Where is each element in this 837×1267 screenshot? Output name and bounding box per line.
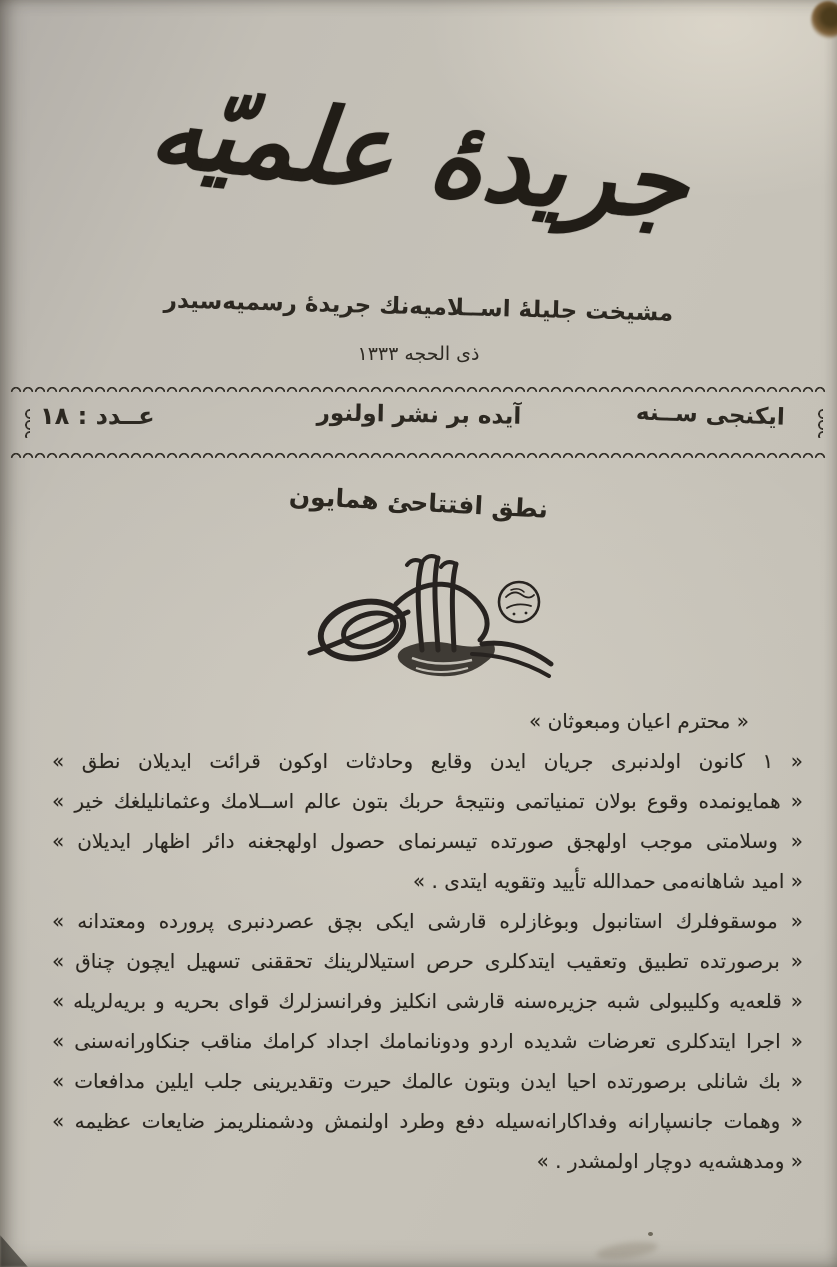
speech-line: « وهمات جانسپارانه وفداكارانه‌سيله دفع وطرد اولنمش ودشمنلريمز ضايعات عظيمه »: [52, 1109, 803, 1133]
issue-info-band: [0, 384, 837, 458]
wavy-rule-top: [10, 384, 827, 392]
tughra-icon: [304, 552, 554, 694]
speech-line: « وسلامتى موجب اولهجق صورتده تيسرنماى حصول اولهجغنه دائر اظهار ايديلان »: [52, 829, 803, 853]
speech-text-block: [52, 701, 803, 1181]
issue-number-label: عــدد : ١٨: [40, 402, 155, 430]
hijri-date: ذى الحجه ١٣٣٣: [357, 343, 480, 365]
speech-line: « محترم اعيان ومبعوثان »: [528, 709, 749, 733]
wavy-rule-bottom: [10, 450, 827, 458]
corner-shadow-bottom-left: [0, 1235, 28, 1267]
speech-line: « ١ كانون اولدنبرى جريان ايدن وقايع وحادثات اوكون قرائت ايديلان نطق »: [52, 749, 803, 773]
publication-year-label: ايكنجى ســنه: [635, 399, 786, 431]
speech-line: « اميد شاهانه‌مى حمدالله تأييد وتقويه ايتدى . »: [412, 869, 803, 893]
speech-line: « ومدهشه‌يه دوچار اولمشدر . »: [536, 1149, 803, 1173]
band-end-squiggle-right: [815, 408, 823, 438]
speech-line: « همايونمده وقوع بولان تمنياتمى ونتيجهٔ حربك بتون عالم اســلامك وعثمانليلغك خير »: [52, 789, 803, 813]
paper-smudge-bottom: [595, 1239, 658, 1262]
paper-speck: [648, 1232, 653, 1236]
band-end-squiggle-left: [22, 408, 30, 438]
speech-line: « قلعه‌يه وكليبولى شبه جزيره‌سنه قارشى انكليز وفرانسزلرك قواى بحريه و بريه‌لريله »: [52, 989, 803, 1013]
publication-frequency-label: آيده بر نشر اولنور: [315, 400, 522, 430]
journal-subtitle: مشيخت جليلهٔ اســلاميه‌نك جريدهٔ رسميه‌سيدر: [163, 287, 674, 327]
speech-line: « اجرا ايتدكلرى تعرضات شديده اردو ودونانمامك اجداد كرامك مناقب جنكاورانه‌سنى »: [52, 1029, 803, 1053]
article-heading: نطق افتتاحئ همايون: [288, 481, 549, 524]
speech-line: « برصورتده تطبيق وتعقيب ايتدكلرى حرص استيلالرينك تحققنى تسهيل ايچون چناق »: [52, 949, 803, 973]
tughra-block: [304, 552, 554, 694]
ink-stain-top-right: [811, 1, 837, 39]
seal-icon: [499, 582, 539, 622]
speech-line: « موسقوفلرك استانبول وبوغازلره قارشى ايكى بچق عصردنبرى پرورده ومعتدانه »: [52, 909, 803, 933]
speech-line: « بك شانلى برصورتده احيا ايدن وبتون عالمك حيرت وتقديرينى جلب ايلين مدافعات »: [52, 1069, 803, 1093]
journal-title-calligraphy: جريدهٔ علميّه: [144, 67, 695, 245]
